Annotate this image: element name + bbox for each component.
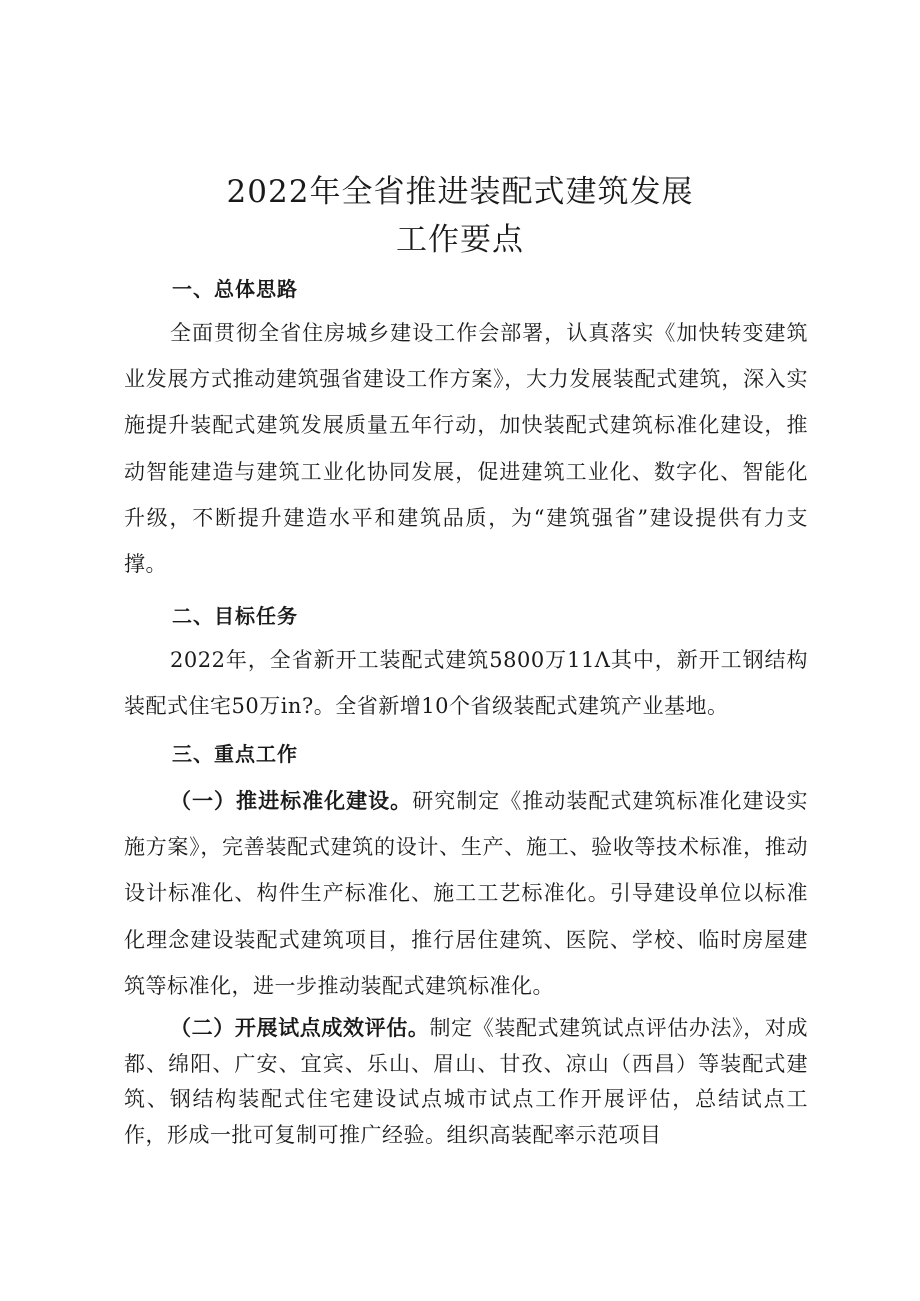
section-heading-overall-approach: 一、总体思路: [172, 277, 298, 301]
item-lead-pilot-evaluation: （二）开展试点成效评估。: [170, 1016, 430, 1040]
section-heading-targets: 二、目标任务: [172, 604, 298, 628]
section-body-targets: 2022年，全省新开工装配式建筑5800万11Λ其中，新开工钢结构装配式住宅50万in?。全省新增10个省级装配式建筑产业基地。: [124, 648, 808, 719]
key-work-item-standardization: [124, 778, 808, 1009]
item-lead-standardization: （一）推进标准化建设。: [170, 789, 413, 813]
section-heading-key-work: 三、重点工作: [172, 742, 298, 766]
section-body-overall-approach: 全面贯彻全省住房城乡建设工作会部署，认真落实《加快转变建筑业发展方式推动建筑强省建设工作方案》，大力发展装配式建筑，深入实施提升装配式建筑发展质量五年行动，加快装配式建筑标准化建设，推动智能建造与建筑工业化协同发展，促进建筑工业化、数字化、智能化升级，不断提升建造水平和建筑品质，为“建筑强省”建设提供有力支撑。: [124, 321, 808, 577]
item-body-pilot-evaluation: 制定《装配式建筑试点评估办法》，对成都、绵阳、广安、宜宾、乐山、眉山、甘孜、凉山（西昌）等装配式建筑、钢结构装配式住宅建设试点城市试点工作开展评估，总结试点工作，形成一批可复制可推广经验。组织高装配率示范项目: [124, 1016, 809, 1147]
document-title-line1: 2022年全省推进装配式建筑发展: [226, 174, 694, 210]
document-title-line2: 工作要点: [396, 222, 524, 258]
key-work-item-pilot-evaluation: [124, 1011, 808, 1153]
item-body-standardization: 研究制定《推动装配式建筑标准化建设实施方案》，完善装配式建筑的设计、生产、施工、验收等技术标准，推动设计标准化、构件生产标准化、施工工艺标准化。引导建设单位以标准化理念建设装配式建筑项目，推行居住建筑、医院、学校、临时房屋建筑等标准化，进一步推动装配式建筑标准化。: [124, 789, 809, 998]
